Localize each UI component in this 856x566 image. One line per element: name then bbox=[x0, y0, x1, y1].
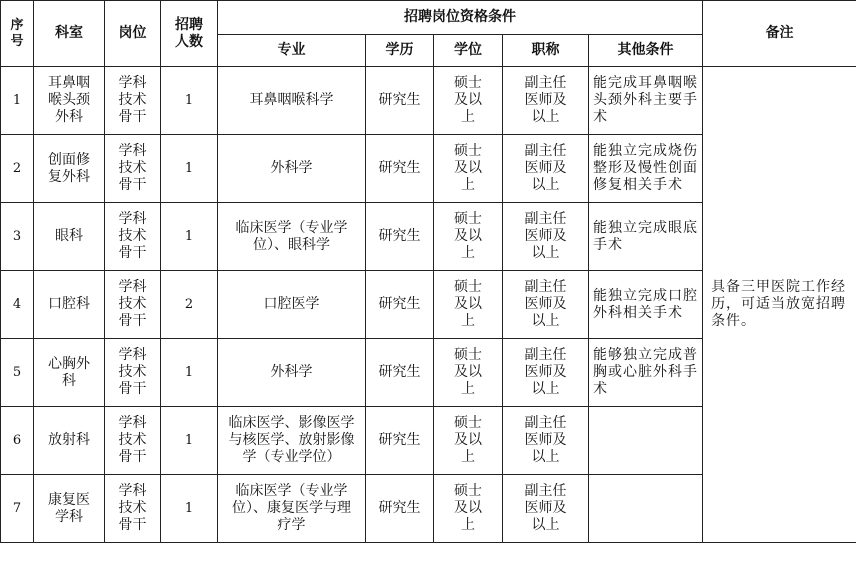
header-education: 学历 bbox=[366, 35, 434, 67]
cell-education: 研究生 bbox=[366, 271, 434, 339]
cell-major: 临床医学（专业学位）、眼科学 bbox=[218, 203, 366, 271]
cell-degree: 硕士及以上 bbox=[434, 339, 503, 407]
cell-seq: 4 bbox=[1, 271, 34, 339]
cell-seq: 5 bbox=[1, 339, 34, 407]
cell-count: 1 bbox=[161, 67, 218, 135]
header-count: 招聘人数 bbox=[161, 1, 218, 67]
header-title: 职称 bbox=[503, 35, 589, 67]
header-remark: 备注 bbox=[703, 1, 856, 67]
cell-post: 学科技术骨干 bbox=[105, 271, 161, 339]
cell-major: 外科学 bbox=[218, 135, 366, 203]
cell-seq: 6 bbox=[1, 407, 34, 475]
cell-other bbox=[589, 475, 703, 543]
cell-seq: 2 bbox=[1, 135, 34, 203]
cell-post: 学科技术骨干 bbox=[105, 475, 161, 543]
cell-degree: 硕士及以上 bbox=[434, 203, 503, 271]
header-seq: 序号 bbox=[1, 1, 34, 67]
cell-title: 副主任医师及以上 bbox=[503, 339, 589, 407]
cell-title: 副主任医师及以上 bbox=[503, 67, 589, 135]
cell-title: 副主任医师及以上 bbox=[503, 135, 589, 203]
cell-title: 副主任医师及以上 bbox=[503, 203, 589, 271]
cell-count: 1 bbox=[161, 339, 218, 407]
cell-degree: 硕士及以上 bbox=[434, 475, 503, 543]
cell-count: 2 bbox=[161, 271, 218, 339]
cell-dept: 创面修复外科 bbox=[34, 135, 105, 203]
cell-dept: 康复医学科 bbox=[34, 475, 105, 543]
cell-other: 能够独立完成普胸或心脏外科手术 bbox=[589, 339, 703, 407]
cell-other: 能独立完成烧伤整形及慢性创面修复相关手术 bbox=[589, 135, 703, 203]
cell-seq: 3 bbox=[1, 203, 34, 271]
cell-dept: 口腔科 bbox=[34, 271, 105, 339]
header-conditions: 招聘岗位资格条件 bbox=[218, 1, 703, 35]
cell-count: 1 bbox=[161, 135, 218, 203]
cell-count: 1 bbox=[161, 407, 218, 475]
cell-post: 学科技术骨干 bbox=[105, 67, 161, 135]
cell-count: 1 bbox=[161, 475, 218, 543]
cell-remark: 具备三甲医院工作经历，可适当放宽招聘条件。 bbox=[703, 67, 856, 543]
cell-dept: 耳鼻咽喉头颈外科 bbox=[34, 67, 105, 135]
cell-education: 研究生 bbox=[366, 339, 434, 407]
cell-count: 1 bbox=[161, 203, 218, 271]
table-row bbox=[1, 67, 856, 135]
cell-degree: 硕士及以上 bbox=[434, 67, 503, 135]
cell-degree: 硕士及以上 bbox=[434, 407, 503, 475]
cell-post: 学科技术骨干 bbox=[105, 339, 161, 407]
cell-education: 研究生 bbox=[366, 135, 434, 203]
cell-title: 副主任医师及以上 bbox=[503, 475, 589, 543]
cell-title: 副主任医师及以上 bbox=[503, 271, 589, 339]
cell-education: 研究生 bbox=[366, 407, 434, 475]
cell-seq: 7 bbox=[1, 475, 34, 543]
cell-major: 耳鼻咽喉科学 bbox=[218, 67, 366, 135]
cell-education: 研究生 bbox=[366, 203, 434, 271]
cell-other: 能独立完成口腔外科相关手术 bbox=[589, 271, 703, 339]
cell-other bbox=[589, 407, 703, 475]
cell-education: 研究生 bbox=[366, 475, 434, 543]
cell-major: 外科学 bbox=[218, 339, 366, 407]
cell-post: 学科技术骨干 bbox=[105, 203, 161, 271]
cell-title: 副主任医师及以上 bbox=[503, 407, 589, 475]
cell-other: 能完成耳鼻咽喉头颈外科主要手术 bbox=[589, 67, 703, 135]
cell-other: 能独立完成眼底手术 bbox=[589, 203, 703, 271]
cell-seq: 1 bbox=[1, 67, 34, 135]
header-major: 专业 bbox=[218, 35, 366, 67]
cell-major: 临床医学、影像医学与核医学、放射影像学（专业学位） bbox=[218, 407, 366, 475]
cell-dept: 眼科 bbox=[34, 203, 105, 271]
cell-dept: 心胸外科 bbox=[34, 339, 105, 407]
cell-education: 研究生 bbox=[366, 67, 434, 135]
header-other: 其他条件 bbox=[589, 35, 703, 67]
header-degree: 学位 bbox=[434, 35, 503, 67]
header-dept: 科室 bbox=[34, 1, 105, 67]
cell-major: 口腔医学 bbox=[218, 271, 366, 339]
cell-post: 学科技术骨干 bbox=[105, 407, 161, 475]
cell-dept: 放射科 bbox=[34, 407, 105, 475]
cell-degree: 硕士及以上 bbox=[434, 271, 503, 339]
cell-post: 学科技术骨干 bbox=[105, 135, 161, 203]
header-post: 岗位 bbox=[105, 1, 161, 67]
cell-degree: 硕士及以上 bbox=[434, 135, 503, 203]
cell-major: 临床医学（专业学位）、康复医学与理疗学 bbox=[218, 475, 366, 543]
